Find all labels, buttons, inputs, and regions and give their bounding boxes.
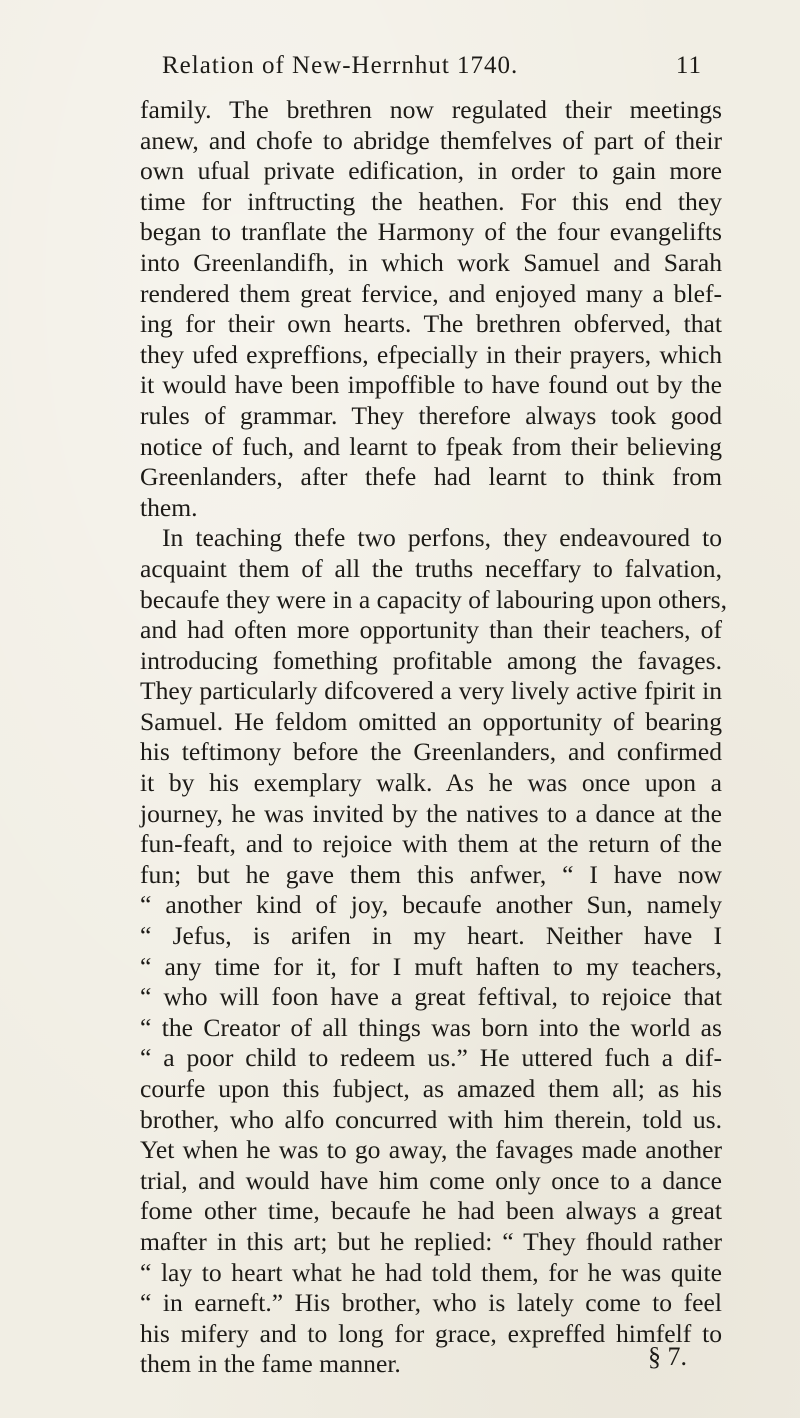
page-header [162, 52, 702, 92]
text-line: mafter in this art; but he replied: “ They fhould rather [140, 1226, 722, 1256]
text-line: it would have been impoffible to have found out by the [140, 370, 722, 400]
body-text [140, 95, 727, 1380]
text-line: family. The brethren now regulated their meetings [140, 95, 722, 124]
text-line: they ufed expreffions, efpecially in their prayers, which [140, 339, 722, 369]
text-line: them. [140, 492, 198, 522]
text-line: time for inftructing the heathen. For this end they [140, 186, 722, 216]
text-line: rendered them great fervice, and enjoyed many a blef- [140, 278, 722, 308]
text-line: In teaching thefe two perfons, they endeavoured to [162, 523, 722, 553]
text-line: brother, who alfo concurred with him therein, told us. [140, 1104, 722, 1134]
catchword: § 7. [648, 1342, 687, 1371]
text-line: notice of fuch, and learnt to fpeak from their believing [140, 431, 722, 461]
text-line: his mifery and to long for grace, expreffed himfelf to [140, 1318, 722, 1348]
running-title: Relation of New-Herrnhut 1740. [162, 52, 519, 79]
text-line: “ the Creator of all things was born into the world as [140, 1012, 722, 1042]
text-line: his teftimony before the Greenlanders, and confirmed [140, 737, 722, 767]
text-line: began to tranflate the Harmony of the four evangelifts [140, 217, 722, 247]
text-line: They particularly difcovered a very lively active fpirit in [140, 676, 722, 706]
text-line: them in the fame manner. [140, 1349, 401, 1379]
text-line: introducing fomething profitable among the favages. [140, 645, 722, 675]
text-line: own ufual private edification, in order to gain more [140, 156, 722, 186]
text-line: courfe upon this fubject, as amazed them all; as his [140, 1074, 722, 1103]
text-line: fun-feaft, and to rejoice with them at the return of the [140, 829, 722, 859]
text-line: Greenlanders, after thefe had learnt to think from [140, 462, 722, 492]
text-line: anew, and chofe to abridge themfelves of part of their [140, 125, 722, 155]
text-line: and had often more opportunity than their teachers, of [140, 615, 722, 645]
text-line: fun; but he gave them this anfwer, “ I have now [140, 859, 722, 889]
text-line: “ lay to heart what he had told them, for he was quite [140, 1257, 722, 1287]
text-line: “ any time for it, for I muft haften to my teachers, [140, 951, 722, 981]
text-line: it by his exemplary walk. As he was once upon a [140, 768, 722, 798]
text-line: “ another kind of joy, becaufe another Sun, namely [140, 890, 722, 920]
text-line: ing for their own hearts. The brethren obferved, that [140, 309, 722, 339]
text-line: becaufe they were in a capacity of labouring upon others, [140, 584, 727, 614]
text-line: “ who will foon have a great feftival, to rejoice that [140, 982, 722, 1012]
page-number: 11 [675, 52, 702, 79]
text-line: rules of grammar. They therefore always took good [140, 400, 722, 430]
text-line: Yet when he was to go away, the favages made another [140, 1135, 722, 1165]
text-line: acquaint them of all the truths neceffary to falvation, [140, 553, 722, 583]
text-line: into Greenlandifh, in which work Samuel and Sarah [140, 247, 722, 277]
text-line: Samuel. He feldom omitted an opportunity of bearing [140, 706, 722, 736]
text-line: trial, and would have him come only once to a dance [140, 1165, 722, 1195]
text-line: “ Jefus, is arifen in my heart. Neither have I [140, 921, 722, 951]
text-line: “ a poor child to redeem us.” He uttered fuch a dif- [140, 1043, 722, 1073]
text-line: fome other time, becaufe he had been always a great [140, 1196, 722, 1226]
text-line: journey, he was invited by the natives to a dance at the [140, 798, 722, 828]
text-line: “ in earneft.” His brother, who is lately come to feel [140, 1288, 722, 1318]
